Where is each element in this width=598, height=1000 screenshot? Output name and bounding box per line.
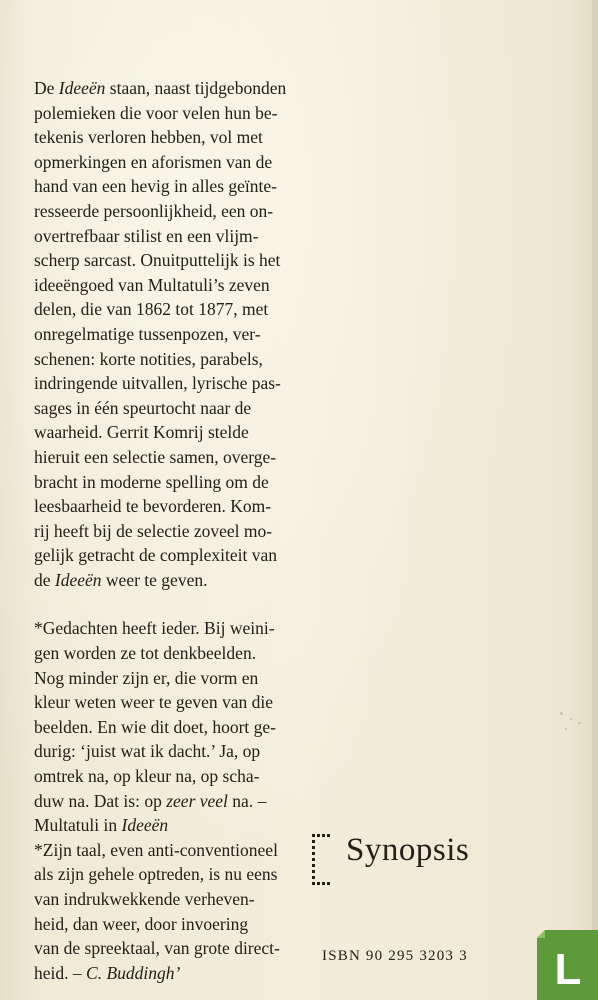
- logo-letter: L: [554, 945, 582, 994]
- text-line: [34, 912, 296, 937]
- text-segment: resseerde persoonlijkheid, een on-: [34, 200, 274, 221]
- shop-logo-icon: [537, 930, 598, 1000]
- text-line: [34, 420, 296, 445]
- text-segment: rij heeft bij de selectie zoveel mo-: [34, 520, 273, 541]
- text-segment: onregelmatige tussenpozen, ver-: [34, 323, 261, 344]
- text-line: [34, 174, 296, 199]
- paper-speck: [578, 722, 581, 724]
- text-segment: beelden. En wie dit doet, hoort ge-: [34, 716, 277, 737]
- text-line: [34, 838, 296, 863]
- text-line: [34, 199, 296, 224]
- text-line: [34, 494, 296, 519]
- text-segment: delen, die van 1862 tot 1877, met: [34, 299, 269, 320]
- text-line: [34, 764, 296, 789]
- text-segment: na. –: [227, 790, 267, 811]
- paper-speck: [565, 728, 567, 730]
- quote-multatuli: [34, 616, 296, 837]
- text-segment: kleur weten weer te geven van die: [34, 692, 274, 713]
- paper-speck: [560, 712, 563, 715]
- text-segment: *Zijn taal, even anti-conventioneel: [34, 839, 278, 860]
- text-line: [34, 224, 296, 249]
- text-line: [34, 371, 296, 396]
- text-line: [34, 273, 296, 298]
- italic-title: Ideeën: [54, 569, 102, 590]
- text-line: [34, 297, 296, 322]
- cover-edge: [592, 0, 598, 1000]
- italic-title: Ideeën: [58, 78, 106, 98]
- text-segment: schenen: korte notities, parabels,: [34, 348, 263, 369]
- italic-title: C. Buddingh’: [86, 962, 181, 983]
- text-line: [34, 961, 296, 986]
- text-line: [34, 690, 296, 715]
- text-line: [34, 322, 296, 347]
- text-segment: bracht in moderne spelling om de: [34, 471, 269, 492]
- text-segment: omtrek na, op kleur na, op scha-: [34, 766, 260, 787]
- text-segment: weer te geven.: [101, 569, 208, 590]
- text-line: [34, 641, 296, 666]
- isbn-number: ISBN 90 295 3203 3: [322, 948, 468, 964]
- text-segment: leesbaarheid te bevorderen. Kom-: [34, 496, 272, 517]
- text-line: [34, 519, 296, 544]
- paper-speck: [570, 718, 572, 720]
- text-segment: tekenis verloren hebben, vol met: [34, 127, 263, 148]
- text-segment: Nog minder zijn er, die vorm en: [34, 667, 259, 688]
- text-segment: durig: ‘juist wat ik dacht.’ Ja, op: [34, 741, 261, 762]
- text-line: [34, 445, 296, 470]
- text-line: [34, 543, 296, 568]
- text-line: [34, 715, 296, 740]
- text-line: [34, 666, 296, 691]
- text-line: [34, 101, 296, 126]
- blurb-text: [34, 76, 296, 985]
- text-line: [34, 396, 296, 421]
- text-segment: staan, naast tijdgebonden: [105, 78, 287, 98]
- text-segment: gen worden ze tot denkbeelden.: [34, 643, 257, 664]
- text-line: [34, 739, 296, 764]
- text-line: [34, 470, 296, 495]
- text-segment: sages in één speurtocht naar de: [34, 397, 252, 418]
- dotted-bracket-icon: [312, 834, 334, 890]
- italic-title: Ideeën: [121, 815, 169, 836]
- publisher-name: Synopsis: [346, 832, 470, 868]
- text-segment: heid, dan weer, door invoering: [34, 913, 249, 934]
- description-paragraph: [34, 76, 296, 592]
- text-segment: opmerkingen en aforismen van de: [34, 151, 273, 172]
- text-segment: overtrefbaar stilist en een vlijm-: [34, 225, 259, 246]
- text-segment: *Gedachten heeft ieder. Bij weini-: [34, 618, 275, 639]
- text-segment: ideeëngoed van Multatuli’s zeven: [34, 274, 270, 295]
- text-segment: polemieken die voor velen hun be-: [34, 102, 278, 123]
- text-segment: scherp sarcast. Onuitputtelijk is het: [34, 250, 281, 271]
- text-segment: heid. –: [34, 962, 87, 983]
- text-segment: De: [34, 78, 59, 98]
- text-line: [34, 150, 296, 175]
- text-segment: waarheid. Gerrit Komrij stelde: [34, 422, 249, 443]
- text-line: [34, 887, 296, 912]
- text-line: [34, 347, 296, 372]
- text-segment: duw na. Dat is: op: [34, 790, 167, 811]
- text-line: [34, 862, 296, 887]
- text-line: [34, 936, 296, 961]
- text-line: [34, 248, 296, 273]
- text-line: [34, 125, 296, 150]
- text-segment: hieruit een selectie samen, overge-: [34, 446, 277, 467]
- text-line: [34, 813, 296, 838]
- text-segment: hand van een hevig in alles geïnte-: [34, 176, 277, 197]
- text-segment: van de spreektaal, van grote direct-: [34, 938, 280, 959]
- text-line: [34, 568, 296, 593]
- text-segment: als zijn gehele optreden, is nu eens: [34, 864, 278, 885]
- text-segment: Multatuli in: [34, 815, 122, 836]
- publisher-mark: [312, 830, 522, 892]
- italic-title: zeer veel: [166, 790, 228, 811]
- quote-buddingh: [34, 838, 296, 986]
- text-segment: gelijk getracht de complexiteit van: [34, 545, 277, 566]
- text-line: [34, 789, 296, 814]
- text-segment: de: [34, 569, 55, 590]
- text-line: [34, 76, 296, 101]
- text-segment: van indrukwekkende verheven-: [34, 889, 255, 909]
- text-line: [34, 616, 296, 641]
- text-segment: indringende uitvallen, lyrische pas-: [34, 373, 281, 394]
